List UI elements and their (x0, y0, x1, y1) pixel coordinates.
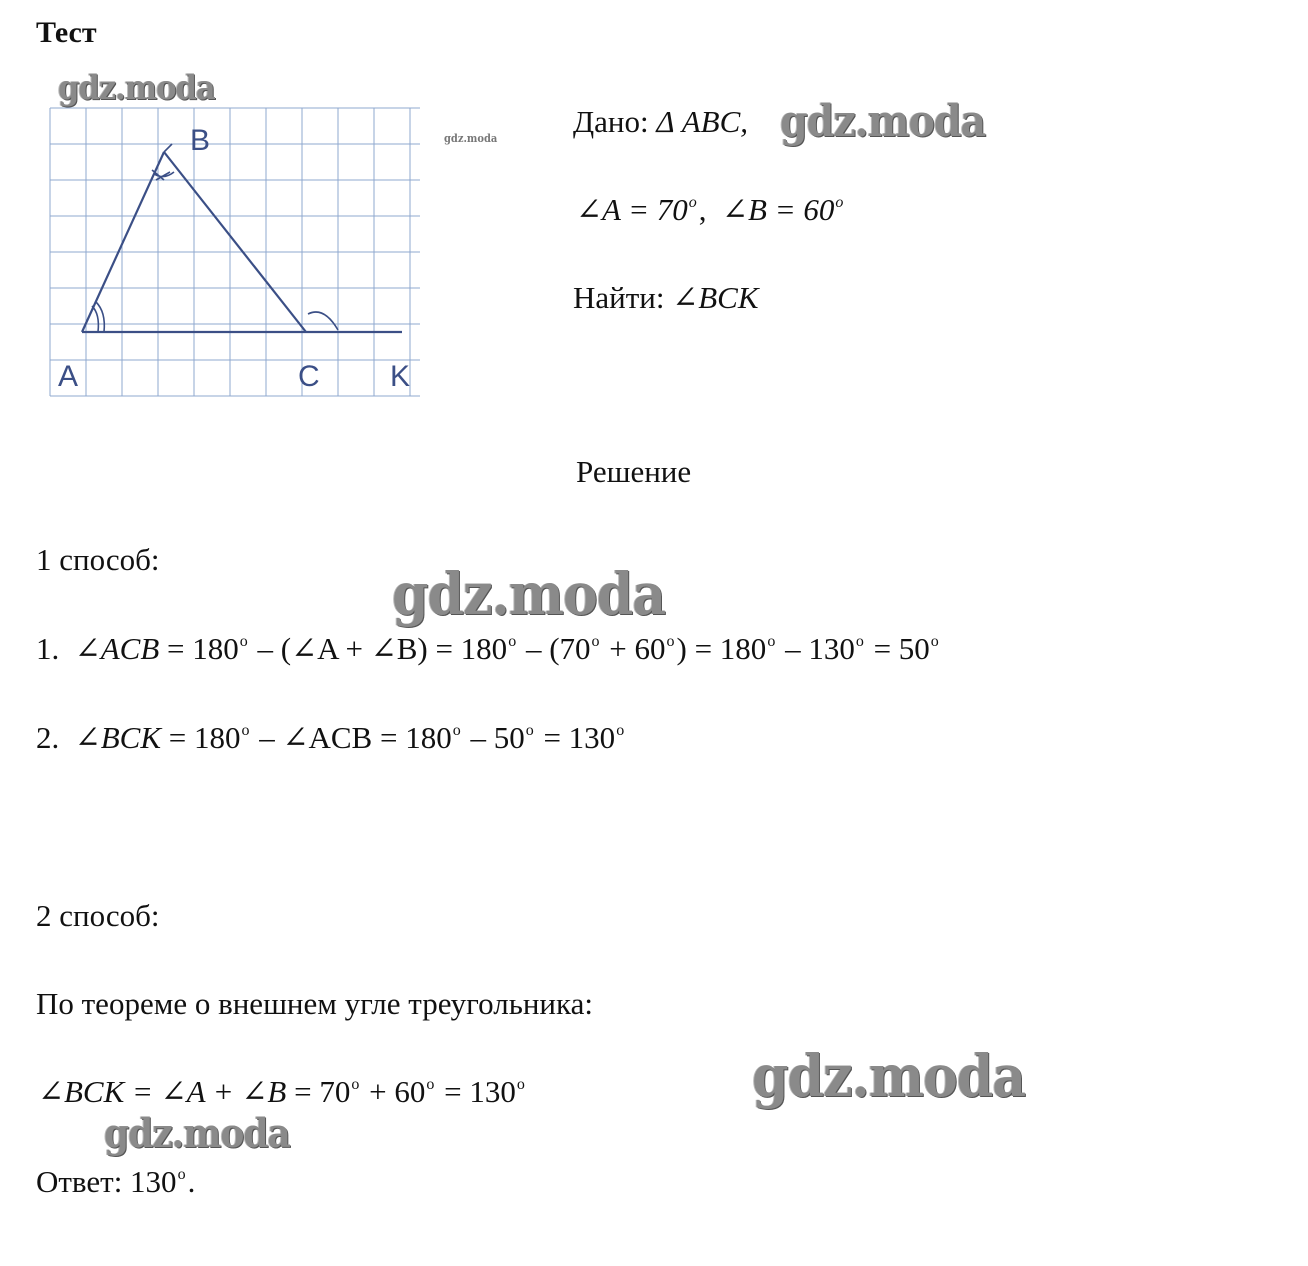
step-number: 2. (36, 720, 60, 755)
page-title: Тест (36, 16, 97, 49)
given-label: Дано: (573, 104, 649, 139)
label-c: C (298, 360, 320, 393)
label-a: A (58, 360, 79, 393)
triangle-figure (40, 100, 430, 400)
degree-sign: о (835, 194, 844, 211)
method2-theorem: По теореме о внешнем угле треугольника: (36, 986, 593, 1021)
answer-text: Ответ: 130 (36, 1164, 177, 1199)
answer: Ответ: $130^о$. (36, 1164, 196, 1199)
side-ab (82, 152, 164, 332)
formula-lhs: ∠BCK = ∠A + ∠B (38, 1074, 287, 1109)
method1-step1: 1. ∠ACB = $180^о$ – (∠A + ∠B) = $180^о - (70^о + 60^о) = 180^о - 130^о = 50^о$ (36, 631, 939, 666)
watermark: gdz.moda (58, 68, 215, 108)
find-label: Найти: (573, 280, 665, 315)
method2-formula: ∠BCK = ∠A + ∠B = $70^о + 60^о = 130^о$ (38, 1074, 525, 1109)
watermark: gdz.moda (444, 132, 498, 145)
label-k: K (390, 360, 411, 393)
label-b: B (190, 124, 211, 157)
step-lhs: ∠ACB (74, 631, 160, 666)
degree-sign: о (688, 194, 697, 211)
find-line (573, 282, 759, 313)
grid-lines (50, 108, 420, 396)
find-value: ∠BCK (672, 280, 759, 315)
given-angles: ∠A = $70^о$, ∠B = $60^о$ (576, 192, 844, 227)
watermark: gdz.moda (392, 560, 666, 628)
watermark: gdz.moda (752, 1042, 1026, 1110)
step-lhs: ∠BCK (74, 720, 162, 755)
given-line (573, 106, 748, 137)
solution-heading: Решение (576, 454, 692, 489)
given-triangle: Δ ABC, (656, 104, 749, 139)
method1-step2: 2. ∠BCK = $180^о$ – ∠ACB = $180^о - 50^о = 130^о$ (36, 720, 625, 755)
step-number: 1. (36, 631, 60, 666)
angle-c-mark (308, 312, 338, 330)
watermark: gdz.moda (780, 96, 986, 147)
method2-heading: 2 способ: (36, 898, 160, 933)
side-bc (164, 152, 306, 332)
tick-b (164, 144, 172, 152)
method1-heading: 1 способ: (36, 542, 160, 577)
triangle-drawing (82, 144, 402, 332)
watermark: gdz.moda (104, 1110, 290, 1157)
angle-a-value: ∠A = 70 (576, 192, 688, 227)
angle-b-value: ∠B = 60 (722, 192, 835, 227)
vertex-labels (58, 124, 410, 393)
